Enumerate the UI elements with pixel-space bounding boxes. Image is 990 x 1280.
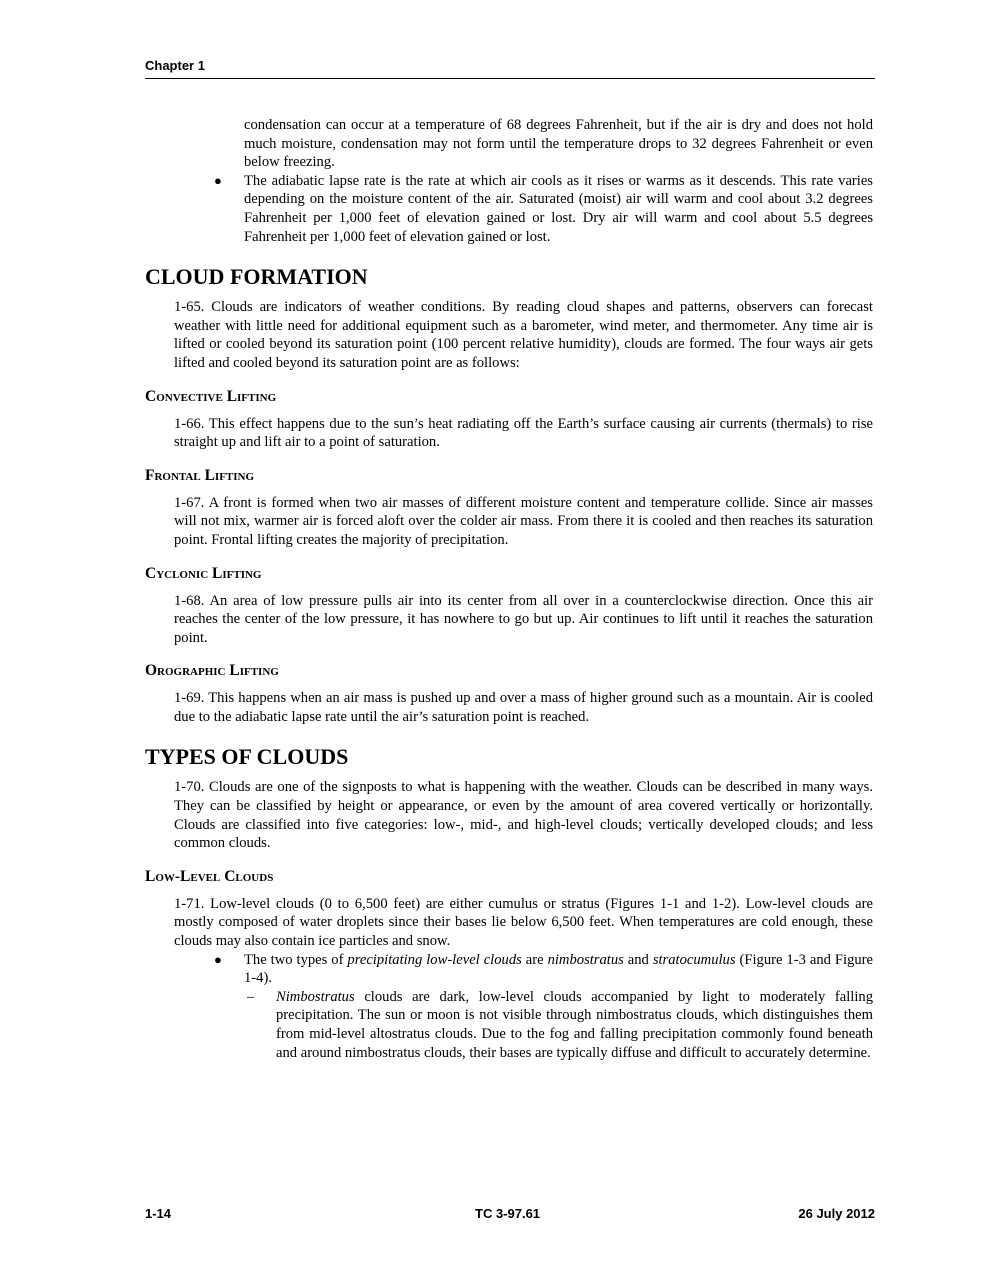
para-1-69: 1-69. This happens when an air mass is pushed up and over a mass of higher ground such as a mountain. Air is cooled due to the adiabatic lapse rate until the air’s saturation point is reached.	[174, 690, 873, 725]
bullet-icon: ●	[214, 951, 222, 967]
para-1-67: 1-67. A front is formed when two air masses of different moisture content and temperature collide. Since air masses will not mix, warmer air is forced aloft over the colder air mass. From there it is cooled and then reaches its saturation point. Frontal lifting creates the majority of precipitation.	[174, 494, 873, 548]
chapter-label: Chapter 1	[145, 58, 205, 73]
para-1-68: 1-68. An area of low pressure pulls air into its center from all over in a counterclockwise direction. Once this air reaches the center of the low pressure, it has nowhere to go but up. Air continues to lift until it reaches the saturation point.	[174, 592, 873, 646]
heading-frontal-lifting: Frontal Lifting	[145, 466, 255, 484]
page-footer	[145, 1206, 875, 1226]
publication-date: 26 July 2012	[798, 1206, 875, 1221]
subitem-nimbostratus: – Nimbostratus clouds are dark, low-level clouds accompanied by light to moderately falling precipitation. The sun or moon is not visible through nimbostratus clouds, which distinguishes them from mid-level altostratus clouds. Due to the fog and falling precipitation commonly found beneath and around nimbostratus clouds, their bases are typically diffuse and difficult to accurately determine.	[247, 988, 873, 1061]
heading-cloud-formation: CLOUD FORMATION	[145, 264, 368, 290]
page-number: 1-14	[145, 1206, 172, 1221]
heading-types-of-clouds: TYPES OF CLOUDS	[145, 744, 349, 770]
bullet-adiabatic-lapse: ● The adiabatic lapse rate is the rate at which air cools as it rises or warms as it descends. This rate varies depending on the moisture content of the air. Saturated (moist) air will warm and cool about 3.2 degrees Fahrenheit per 1,000 feet of elevation gained or lost. Dry air will warm and cool about 5.5 degrees Fahrenheit per 1,000 feet of elevation gained or lost.	[214, 172, 873, 245]
document-id: TC 3-97.61	[475, 1206, 541, 1221]
para-1-66: 1-66. This effect happens due to the sun’s heat radiating off the Earth’s surface causing air currents (thermals) to rise straight up and lift air to a point of saturation.	[174, 415, 873, 451]
heading-convective-lifting: Convective Lifting	[145, 387, 277, 405]
para-1-70: 1-70. Clouds are one of the signposts to what is happening with the weather. Clouds can be described in many ways. They can be classified by height or appearance, or even by the amount of area covered vertically or horizontally. Clouds are classified into five categories: low-, mid-, and high-level clouds; vertically developed clouds; and less common clouds.	[174, 779, 873, 852]
heading-orographic-lifting: Orographic Lifting	[145, 662, 279, 680]
heading-low-level-clouds: Low-Level Clouds	[145, 867, 274, 885]
bullet-icon: ●	[214, 172, 222, 188]
continuation-text: condensation can occur at a temperature of 68 degrees Fahrenheit, but if the air is dry and does not hold much moisture, condensation may not form until the temperature drops to 32 degrees Fahrenheit or even below freezing.	[244, 117, 873, 171]
bullet-precipitating-low-level: ● The two types of precipitating low-level clouds are nimbostratus and stratocumulus (Figure 1-3 and Figure 1-4).	[214, 951, 873, 987]
heading-cyclonic-lifting: Cyclonic Lifting	[145, 564, 262, 582]
page-content	[145, 116, 873, 1062]
dash-icon: –	[247, 988, 255, 1005]
para-1-65: 1-65. Clouds are indicators of weather conditions. By reading cloud shapes and patterns, observers can forecast weather with little need for additional equipment such as a barometer, wind meter, and thermometer. Any time air is lifted or cooled beyond its saturation point (100 percent relative humidity), clouds are formed. The four ways air gets lifted and cooled beyond its saturation point are as follows:	[174, 299, 873, 371]
para-1-71: 1-71. Low-level clouds (0 to 6,500 feet) are either cumulus or stratus (Figures 1-1 and 1-2). Low-level clouds are mostly composed of water droplets since their bases lie below 6,500 feet. When temperatures are cold enough, these clouds may also contain ice particles and snow.	[174, 895, 873, 950]
page-header	[145, 58, 875, 79]
